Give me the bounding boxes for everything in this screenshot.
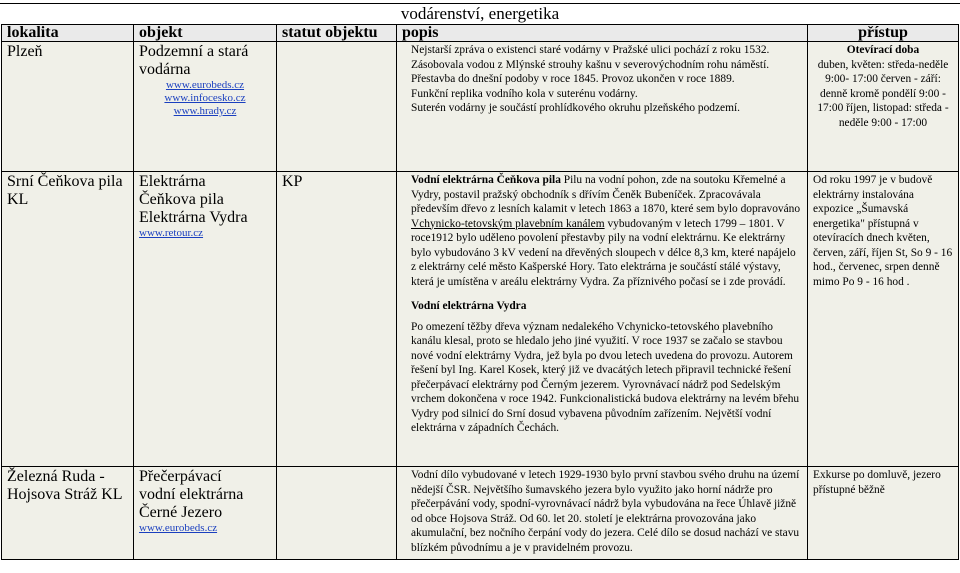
table-row [2, 42, 959, 172]
cell-pristup: Od roku 1997 je v budově elektrárny instalována expozice „Šumavská energetika" přístupná v otevíracích dnech květen, červen, září, říjen St, So 9 - 16 hod., červenec, srpen denně mimo Po 9 - 16 hod . [808, 172, 959, 467]
objekt-line: Elektrárna [139, 173, 206, 190]
popis-paragraph: Po omezení těžby dřeva význam nedalekého Vchynicko-tetovského plavebního kanálu klesal, proto se hledalo jeho jiné využití. V roce 1937 se začalo se stavbou nové vodní elektrárny Vydra, jež byla po dvou letech uvedena do provozu. Autorem řešení byl Ing. Karel Kosek, který již ve dvacátých letech připravil technické řešení přečerpávací elektrárny pod Černým jezerem. Vyrovnávací nádrž pod Sedelským vrchem dokončena v roce 1942. Funkcionalistická budova elektrárny na levém břehu Vydry pod silnicí do Srní dosud vybavena původním zařízením. Největší vodní elektrárna v západních Čechách. [411, 320, 800, 434]
popis-line: Přestavba do dnešní podoby v roce 1845. Provoz ukončen v roce 1889. [411, 73, 735, 85]
cell-objekt [134, 172, 277, 467]
link-eurobeds[interactable]: www.eurobeds.cz [165, 79, 245, 91]
popis-title: Vodní elektrárna Čeňkova pila [411, 174, 561, 186]
table-header-row [2, 25, 959, 42]
popis-line: Nejstarší zpráva o existenci staré vodárny v Pražské ulici pochází z roku 1532. [411, 44, 770, 56]
objekt-line: Elektrárna Vydra [139, 209, 248, 226]
popis-text: vybudovaným v letech 1799 – 1801. V roce1912 bylo uděleno povolení přestavby pily na vodní elektrárnu. Ke elektrárny bylo vybudováno 3 kV vedení na dřevěných sloupech v délce 8,3 km, které napájelo z elektrárny celé město Kašperské Hory. Tato elektrárna je součástí stálé výstavy, která je umístěna v areálu elektrárny Vydra. Za příznivého počasí se i zde provádí. [411, 217, 796, 288]
cell-popis [397, 172, 808, 467]
objekt-line: Přečerpávací [139, 468, 222, 485]
objekt-line: vodní elektrárna [139, 486, 244, 503]
link-retour[interactable]: www.retour.cz [139, 227, 204, 239]
objekt-line: Černé Jezero [139, 504, 223, 521]
opening-hours-text: duben, květen: středa-neděle 9:00- 17:00 červen - září: denně kromě pondělí 9:00 - 17:00 říjen, listopad: středa - neděle 9:00 - 17:00 [817, 58, 949, 129]
opening-hours-title: Otevírací doba [846, 44, 920, 56]
lokalita-text: Plzeň [7, 43, 43, 60]
popis-title: Vodní elektrárna Vydra [411, 300, 527, 312]
popis-line: Funkční replika vodního kola v suterénu vodárny. [411, 87, 638, 100]
cell-lokalita [2, 467, 134, 560]
cell-objekt [134, 467, 277, 560]
header-statut: statut objektu [277, 25, 397, 42]
link-infocesko[interactable]: www.infocesko.cz [164, 92, 246, 104]
page-title: vodárenství, energetika [0, 3, 960, 24]
cell-statut: KP [277, 172, 397, 467]
cell-statut [277, 467, 397, 560]
popis-line: Zásobovala vodou z Mlýnské strouhy kašnu v severovýchodním rohu náměstí. [411, 58, 770, 71]
cell-statut [277, 42, 397, 172]
popis-line: Suterén vodárny je součástí prohlídkového okruhu plzeňského podzemí. [411, 102, 740, 114]
objekt-name: Podzemní a stará vodárna [139, 43, 249, 78]
cell-objekt [134, 42, 277, 172]
cell-pristup: Exkurse po domluvě, jezero přístupné běžně [808, 467, 959, 560]
objekt-line: Čeňkova pila [139, 191, 224, 208]
link-hrady[interactable]: www.hrady.cz [173, 105, 237, 117]
popis-paragraph [411, 173, 802, 289]
lokalita-text: Železná Ruda - Hojsova Stráž KL [7, 468, 123, 503]
header-objekt: objekt [134, 25, 277, 42]
cell-pristup [808, 42, 959, 172]
popis-text: Pilu na vodní pohon, zde na soutoku Křemelné a Vydry, postavil pražský obchodník s dřívím Čeněk Bubeníček. Zpracovávala především dřevo z lesních kalamit v letech 1863 a 1870, které sem bylo dopravováno [411, 174, 801, 215]
cell-lokalita [2, 42, 134, 172]
objects-table [1, 24, 959, 560]
cell-lokalita [2, 172, 134, 467]
header-lokalita: lokalita [2, 25, 134, 42]
canal-link[interactable]: Vchynicko-tetovským plavebním kanálem [411, 217, 605, 230]
table-row [2, 467, 959, 560]
cell-popis: Vodní dílo vybudované v letech 1929-1930 bylo první stavbou svého druhu na území nědejší ČSR. Největšího šumavského jezera bylo využito jako horní nádrže pro přečerpávání vody, spodní-vyrovnávací nádrž byla vybudována na řece Úhlavě jižně od obce Hojsova Stráž. Od 60. let 20. století je elektrárna provozována jako akumulační, bez nočního čerpání vody do jezera. Celé dílo se dosud nachází ve stavu blízkém původnímu a je v pravidelném provozu. [397, 467, 808, 560]
header-popis: popis [397, 25, 808, 42]
lokalita-text: Srní Čeňkova pila KL [7, 173, 123, 208]
header-pristup: přístup [808, 25, 959, 42]
link-eurobeds[interactable]: www.eurobeds.cz [139, 522, 218, 534]
cell-popis [397, 42, 808, 172]
table-row [2, 172, 959, 467]
